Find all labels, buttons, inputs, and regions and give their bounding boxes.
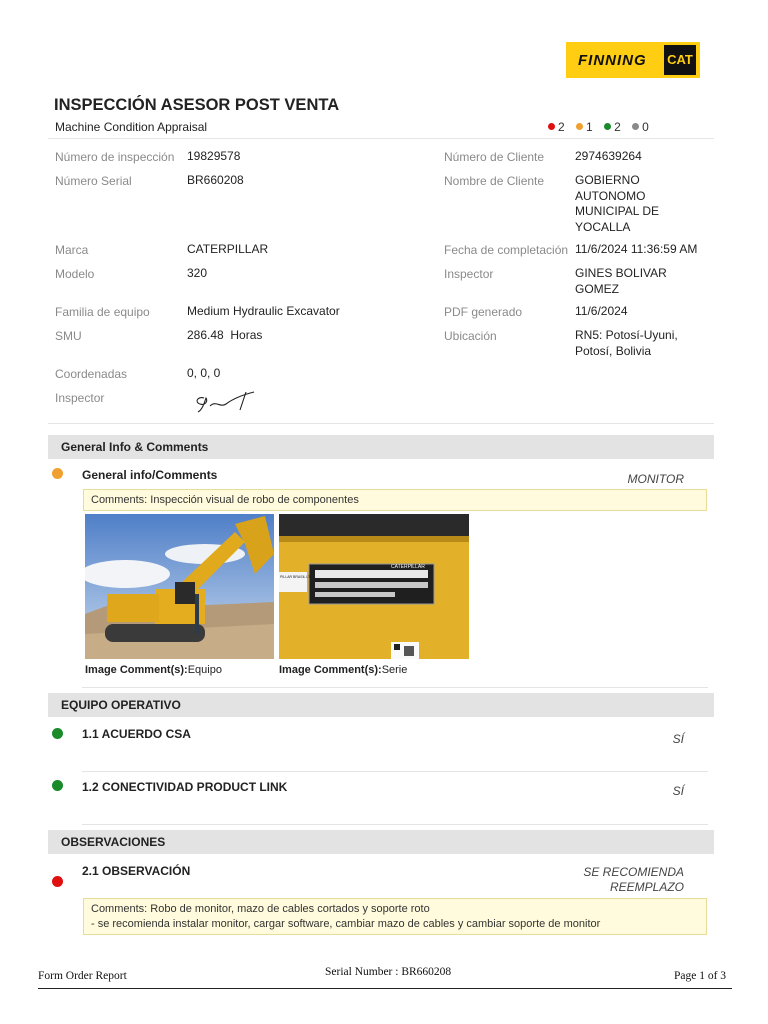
coords-label: Coordenadas [55,367,128,381]
divider [48,138,714,139]
location-label: Ubicación [444,329,497,343]
orange-status-icon [52,468,63,479]
item-result: SÍ [672,784,684,798]
brand-label: Marca [55,243,89,257]
client-name-label: Nombre de Cliente [444,174,545,188]
equipment-photo[interactable] [85,514,274,659]
count-red: 2 [558,120,565,134]
location-line: Potosí, Bolivia [575,343,652,358]
plate-brand-text: CATERPILLAR [391,564,425,570]
plate-company-text: PILLAR BRASIL LTDA [280,575,316,579]
observation-result [540,865,684,895]
divider [82,771,708,772]
footer-serial: Serial Number : BR660208 [325,966,452,978]
red-status-dot-icon [548,123,555,130]
item-result: SÍ [672,732,684,746]
inspector-label: Inspector [444,267,494,281]
cat-logo-badge: CAT [664,45,696,75]
serial-plate-photo[interactable] [279,514,469,659]
client-name-value [575,173,659,235]
footer-page: Page 1 of 3 [674,970,727,982]
footer-rule [38,988,732,989]
section-header-general [48,435,714,459]
pdf-label: PDF generado [444,305,523,319]
completion-label: Fecha de completación [444,243,569,257]
caption-value: Serie [381,664,408,676]
divider [82,824,708,825]
section-header-observaciones [48,830,714,854]
divider [48,423,714,424]
finning-cat-logo [566,42,700,78]
footer-left: Form Order Report [38,970,127,982]
inspection-number-value: 19829578 [187,149,241,163]
result-line: SE RECOMIENDA [583,865,684,879]
serial-value: BR660208 [187,173,244,187]
green-status-icon [52,728,63,739]
smu-value: 286.48 Horas [187,328,263,342]
inspector-line: GOMEZ [575,281,619,296]
general-comment-box: Comments: Inspección visual de robo de componentes [83,489,707,511]
caption-value: Equipo [187,664,222,676]
caption-label: Image Comment(s): [85,664,188,676]
family-value: Medium Hydraulic Excavator [187,304,340,318]
green-status-icon [52,780,63,791]
completion-value: 11/6/2024 11:36:59 AM [575,242,698,256]
finning-logo-text: FINNING [578,52,647,69]
serial-label: Número Serial [55,174,132,188]
orange-status-dot-icon [576,123,583,130]
client-name-line: GOBIERNO [575,173,640,187]
item-title: 1.2 CONECTIVIDAD PRODUCT LINK [82,780,288,794]
client-number-label: Número de Cliente [444,150,545,164]
green-status-dot-icon [604,123,611,130]
result-line: REEMPLAZO [609,880,684,894]
client-name-line: AUTONOMO [575,188,646,203]
inspector-value [575,266,667,297]
status-counts [544,120,649,134]
gray-status-dot-icon [632,123,639,130]
comment-line: Comments: Robo de monitor, mazo de cables cortados y soporte roto [91,903,430,915]
family-label: Familia de equipo [55,305,150,319]
caption-label: Image Comment(s): [279,664,382,676]
smu-label: SMU [55,329,82,343]
general-comments-title: General info/Comments [82,468,218,482]
item-title: 1.1 ACUERDO CSA [82,727,191,741]
image-caption [279,664,407,676]
section-title: General Info & Comments [61,440,209,454]
location-line: RN5: Potosí-Uyuni, [575,328,678,342]
inspector-signature [190,388,260,416]
model-label: Modelo [55,267,95,281]
count-green: 2 [614,120,621,134]
comment-line: - se recomienda instalar monitor, cargar software, cambiar mazo de cables y cambiar soporte de monitor [91,918,601,930]
section-title: EQUIPO OPERATIVO [61,698,181,712]
observation-comment-box [83,898,707,935]
client-number-value: 2974639264 [575,149,642,163]
general-comments-result: MONITOR [627,472,684,486]
model-value: 320 [187,266,208,280]
brand-value: CATERPILLAR [187,242,269,256]
page-title: INSPECCIÓN ASESOR POST VENTA [54,96,340,114]
image-caption [85,664,222,676]
section-title: OBSERVACIONES [61,835,166,849]
count-gray: 0 [642,120,649,134]
page-subtitle: Machine Condition Appraisal [55,120,208,134]
inspector-line: GINES BOLIVAR [575,266,667,280]
location-value [575,328,678,359]
red-status-icon [52,876,63,887]
observation-title: 2.1 OBSERVACIÓN [82,864,191,878]
inspection-number-label: Número de inspección [55,150,175,164]
client-name-line: YOCALLA [575,219,631,234]
count-orange: 1 [586,120,593,134]
signature-label: Inspector [55,391,105,405]
coords-value: 0, 0, 0 [187,366,221,380]
pdf-value: 11/6/2024 [575,304,628,318]
divider [82,687,708,688]
client-name-line: MUNICIPAL DE [575,204,660,218]
section-header-equipo [48,693,714,717]
